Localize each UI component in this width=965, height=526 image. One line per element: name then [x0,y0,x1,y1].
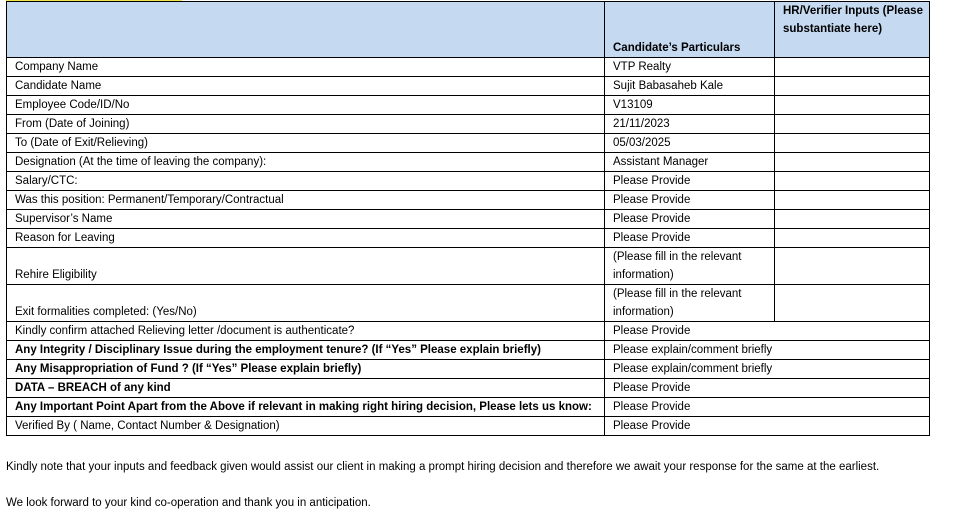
row-hr-input[interactable] [775,285,930,322]
table-row [7,248,930,285]
row-hr-input[interactable] [775,153,930,172]
row-label: Any Important Point Apart from the Above if relevant in making right hiring decision, Please lets us know: [7,398,605,417]
row-value: V13109 [605,96,775,115]
table-row [7,134,930,153]
table-row [7,172,930,191]
footer-note-inputs: Kindly note that your inputs and feedback given would assist our client in making a prompt hiring decision and therefore we await your response for the same at the earliest. [6,461,880,473]
row-hr-input[interactable] [775,115,930,134]
row-label: To (Date of Exit/Relieving) [7,134,605,153]
row-hr-input[interactable] [775,210,930,229]
table-row [7,210,930,229]
row-label: Any Misappropriation of Fund ? (If “Yes” Please explain briefly) [7,360,605,379]
row-label: Reason for Leaving [7,229,605,248]
row-value: Please Provide [605,210,775,229]
table-row [7,153,930,172]
table-header-row [7,2,930,58]
footer-note-thanks: We look forward to your kind co-operation and thank you in anticipation. [6,497,371,509]
row-value: (Please fill in the relevant information) [605,285,775,322]
row-hr-input[interactable] [775,96,930,115]
row-value: Please Provide [605,229,775,248]
row-label: From (Date of Joining) [7,115,605,134]
header-hr-inputs-cell: HR/Verifier Inputs (Please substantiate here) [775,2,930,58]
table-row [7,115,930,134]
row-label: Supervisor’s Name [7,210,605,229]
row-label: Candidate Name [7,77,605,96]
row-label: DATA – BREACH of any kind [7,379,605,398]
row-label: Salary/CTC: [7,172,605,191]
row-label: Exit formalities completed: (Yes/No) [7,285,605,322]
row-value: Please Provide [605,191,775,210]
row-value: Please explain/comment briefly [605,341,930,360]
row-value: Please Provide [605,322,930,341]
row-label: Was this position: Permanent/Temporary/Contractual [7,191,605,210]
table-row [7,379,930,398]
header-particulars-cell: Candidate’s Particulars [605,2,775,58]
table-row [7,191,930,210]
row-label: Designation (At the time of leaving the company): [7,153,605,172]
row-value: (Please fill in the relevant information) [605,248,775,285]
row-label: Employee Code/ID/No [7,96,605,115]
row-value: Please Provide [605,398,930,417]
table-row [7,229,930,248]
table-row [7,417,930,436]
row-label: Company Name [7,58,605,77]
row-value: Please explain/comment briefly [605,360,930,379]
table-row [7,360,930,379]
row-value: Please Provide [605,379,930,398]
row-label: Verified By ( Name, Contact Number & Designation) [7,417,605,436]
row-value: 21/11/2023 [605,115,775,134]
table-row [7,77,930,96]
row-label: Kindly confirm attached Relieving letter /document is authenticate? [7,322,605,341]
row-hr-input[interactable] [775,77,930,96]
row-value: Please Provide [605,172,775,191]
table-row [7,322,930,341]
row-value: Sujit Babasaheb Kale [605,77,775,96]
table-row [7,398,930,417]
row-hr-input[interactable] [775,58,930,77]
header-label-cell [7,2,605,58]
row-value: VTP Realty [605,58,775,77]
row-label: Any Integrity / Disciplinary Issue during the employment tenure? (If “Yes” Please explain briefly) [7,341,605,360]
row-hr-input[interactable] [775,172,930,191]
verification-table [6,1,930,436]
row-value: Assistant Manager [605,153,775,172]
table-row [7,96,930,115]
row-hr-input[interactable] [775,248,930,285]
table-row [7,58,930,77]
row-label: Rehire Eligibility [7,248,605,285]
row-hr-input[interactable] [775,229,930,248]
row-value: Please Provide [605,417,930,436]
table-row [7,341,930,360]
row-value: 05/03/2025 [605,134,775,153]
table-row [7,285,930,322]
row-hr-input[interactable] [775,134,930,153]
row-hr-input[interactable] [775,191,930,210]
